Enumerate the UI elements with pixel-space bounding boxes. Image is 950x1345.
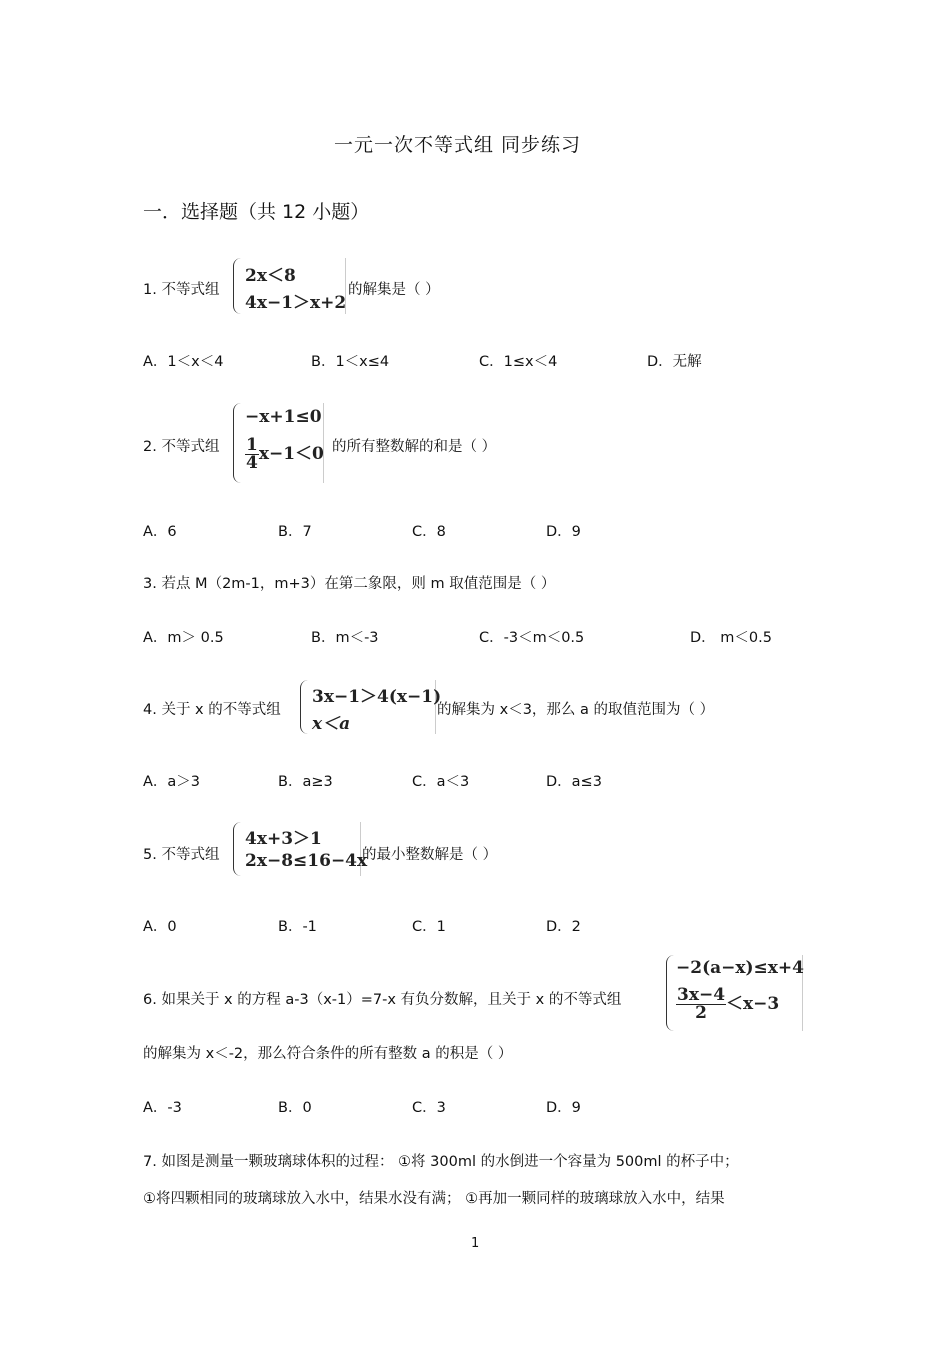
q2-system-line-2	[245, 437, 324, 472]
brace-icon	[233, 403, 244, 483]
q6-option-a: A．-3	[143, 1100, 182, 1116]
brace-icon	[233, 822, 244, 876]
q5-system-line-1: 4x+3＞1	[245, 829, 322, 849]
q4-system-line-2: x＜a	[312, 714, 351, 734]
q4-inequality-system	[300, 680, 442, 734]
q1-option-c: C．1≤x＜4	[479, 354, 558, 370]
q1-option-a: A．1＜x＜4	[143, 354, 224, 370]
q2-option-b: B．7	[278, 524, 312, 540]
q6-option-b: B．0	[278, 1100, 312, 1116]
q4-option-a: A．a＞3	[143, 774, 201, 790]
q4-system-line-1: 3x−1＞4(x−1)	[312, 687, 442, 707]
q2-option-d: D．9	[546, 524, 581, 540]
q1-option-b: B．1＜x≤4	[311, 354, 390, 370]
q2-fraction-denominator: 4	[246, 453, 258, 473]
q5-option-d: D．2	[546, 919, 581, 935]
brace-icon	[233, 258, 244, 314]
q5-option-b: B．-1	[278, 919, 317, 935]
q5-stem-post: 的最小整数解是（ ）	[362, 847, 498, 863]
q4-option-d: D．a≤3	[546, 774, 602, 790]
q1-option-d: D．无解	[647, 354, 702, 370]
q5-stem-pre: 5. 不等式组	[143, 847, 220, 863]
q6-fraction-denominator: 2	[695, 1003, 707, 1023]
page-number: 1	[471, 1236, 480, 1251]
q5-option-c: C．1	[412, 919, 446, 935]
q1-stem-pre: 1. 不等式组	[143, 282, 220, 298]
q2-system-line-2-rest: x−1＜0	[258, 444, 324, 464]
q6-option-d: D．9	[546, 1100, 581, 1116]
q3-option-c: C．-3＜m＜0.5	[479, 630, 585, 646]
q5-inequality-system	[233, 822, 368, 876]
page-title: 一元一次不等式组 同步练习	[334, 134, 582, 156]
q1-system-line-2: 4x−1＞x+2	[245, 293, 347, 313]
q5-system-line-2: 2x−8≤16−4x	[245, 851, 368, 871]
q2-option-a: A．6	[143, 524, 177, 540]
q2-inequality-system	[233, 403, 324, 483]
q2-system-line-1: −x+1≤0	[245, 407, 322, 427]
q6-system-line-2-rest: ＜x−3	[726, 994, 780, 1014]
q3-option-a: A．m＞ 0.5	[143, 630, 224, 646]
q6-stem-line-2: 的解集为 x＜-2，那么符合条件的所有整数 a 的积是（ ）	[143, 1046, 513, 1062]
q6-stem-pre: 6. 如果关于 x 的方程 a-3（x-1）=7-x 有负分数解，且关于 x 的不等式组	[143, 992, 622, 1008]
q1-inequality-system	[233, 258, 346, 314]
q2-fraction-numerator: 1	[246, 435, 258, 455]
q3-option-d: D． m＜0.5	[690, 630, 772, 646]
q1-system-line-1: 2x＜8	[245, 266, 296, 286]
q6-system-line-1: −2(a−x)≤x+4	[676, 958, 805, 978]
q4-stem-post: 的解集为 x＜3，那么 a 的取值范围为（ ）	[437, 702, 715, 718]
brace-icon	[300, 680, 311, 734]
q6-option-c: C．3	[412, 1100, 446, 1116]
q6-inequality-system	[666, 955, 803, 1031]
q7-stem-line-2: ①将四颗相同的玻璃球放入水中，结果水没有满； ①再加一颗同样的玻璃球放入水中，结果	[143, 1191, 725, 1207]
q4-stem-pre: 4. 关于 x 的不等式组	[143, 702, 281, 718]
q2-fraction	[245, 437, 259, 472]
q3-option-b: B．m＜-3	[311, 630, 379, 646]
q1-stem-post: 的解集是（ ）	[348, 282, 440, 298]
q6-fraction	[676, 987, 726, 1022]
q2-option-c: C．8	[412, 524, 446, 540]
q4-option-c: C．a＜3	[412, 774, 470, 790]
q3-stem: 3. 若点 M（2m-1，m+3）在第二象限，则 m 取值范围是（ ）	[143, 576, 556, 592]
q2-stem-post: 的所有整数解的和是（ ）	[332, 439, 497, 455]
q4-option-b: B．a≥3	[278, 774, 333, 790]
q7-stem-line-1: 7. 如图是测量一颗玻璃球体积的过程： ①将 300ml 的水倒进一个容量为 500ml 的杯子中；	[143, 1154, 739, 1170]
q6-fraction-numerator: 3x−4	[677, 985, 726, 1005]
q5-option-a: A．0	[143, 919, 177, 935]
q2-stem-pre: 2. 不等式组	[143, 439, 220, 455]
section-heading: 一．选择题（共 12 小题）	[143, 201, 370, 223]
q6-system-line-2	[676, 987, 779, 1022]
